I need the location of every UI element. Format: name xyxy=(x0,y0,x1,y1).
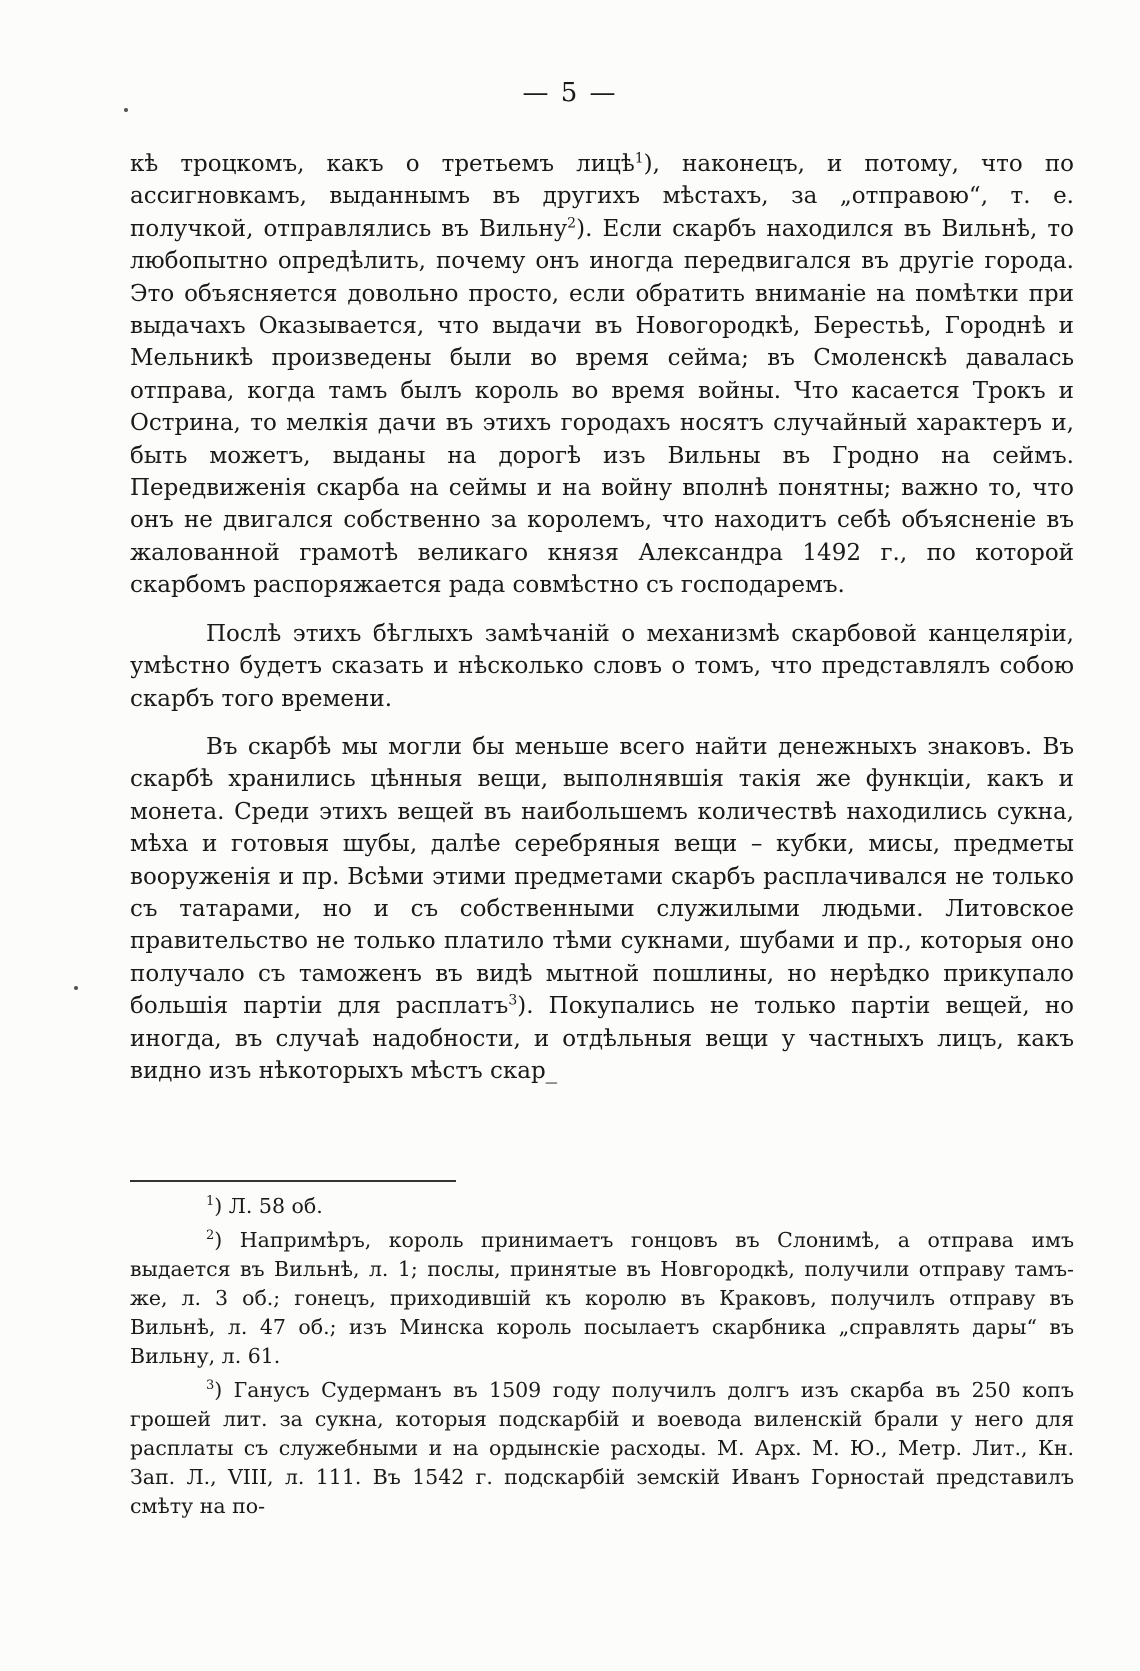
paragraph-3-part-b: ). Покупались не только партіи вещей, но иногда, въ случаѣ надобности, и отдѣльныя вещи у частныхъ лицъ, какъ видно изъ нѣкоторыхъ мѣстъ скар_ xyxy=(130,993,1075,1084)
paragraph-2: Послѣ этихъ бѣглыхъ замѣчаній о механизмѣ скарбовой канцеляріи, умѣстно будетъ сказать и нѣсколько словъ о томъ, что представлялъ собою скарбъ того времени. xyxy=(130,620,1074,712)
paragraph-1-part-b: ), наконецъ, и потому, что по ассигновкамъ, выданнымъ въ другихъ мѣстахъ, за „отправою“, т. е. получкой, отправлялись въ Вильну xyxy=(130,151,1074,242)
footnote-1-text: ) Л. 58 об. xyxy=(214,1194,323,1218)
page-number: — 5 — xyxy=(522,78,618,108)
footnote-1-mark: 1 xyxy=(206,1194,215,1210)
footnote-2-text: ) Напримѣръ, король принимаетъ гонцовъ въ Слонимѣ, а отправа имъ выдается въ Вильнѣ, л. 1; послы, принятые въ Новгородкѣ, получили отправу тамъ-же, л. 3 об.; гонецъ, приходившій къ королю въ Краковъ, получилъ отправу въ Вильнѣ, л. 47 об.; изъ Минска король посылаетъ скарбника „справлять дары“ въ Вильну, л. 61. xyxy=(130,1228,1074,1368)
footnote-1 xyxy=(130,1192,1074,1221)
paragraph-3-part-a: Въ скарбѣ мы могли бы меньше всего найти денежныхъ знаковъ. Въ скарбѣ хранились цѣнныя вещи, выполнявшія такія же функціи, какъ и монета. Среди этихъ вещей въ наибольшемъ количествѣ находились сукна, мѣха и готовыя шубы, далѣе серебряныя вещи – кубки, мисы, предметы вооруженія и пр. Всѣми этими предметами скарбъ расплачивался не только съ татарами, но и съ собственными служилыми людьми. Литовское правительство не только платило тѣми сукнами, шубами и пр., которыя оно получало съ таможенъ въ видѣ мытной пошлины, но нерѣдко прикупало большія партіи для расплатъ xyxy=(130,733,1074,1020)
footnote-2 xyxy=(130,1226,1074,1371)
paragraph-1-part-c: ). Если скарбъ находился въ Вильнѣ, то любопытно опредѣлить, почему онъ иногда передвигался въ другіе города. Это объясняется довольно просто, если обратить вниманіе на помѣтки при выдачахъ Оказывается, что выдачи въ Новогородкѣ, Берестьѣ, Городнѣ и Мельникѣ произведены были во время сейма; въ Смоленскѣ давалась отправа, когда тамъ былъ король во время войны. Что касается Трокъ и Острина, то мелкія дачи въ этихъ городахъ носятъ случайный характеръ и, быть можетъ, выданы на дорогѣ изъ Вильны въ Гродно на сеймъ. Передвиженія скарба на сеймы и на войну вполнѣ понятны; важно то, что онъ не двигался собственно за королемъ, что находитъ себѣ объясненіе въ жалованной грамотѣ великаго князя Александра 1492 г., по которой скарбомъ распоряжается рада совмѣстно съ господаремъ. xyxy=(130,215,1074,599)
footnote-2-mark: 2 xyxy=(206,1228,215,1244)
footnote-3-text: ) Ганусъ Судерманъ въ 1509 году получилъ долгъ изъ скарба въ 250 копъ грошей лит. за сукна, которыя подскарбій и воевода виленскій брали у него для расплаты съ служебными и на ордынскіе расходы. М. Арх. М. Ю., Метр. Лит., Кн. Зап. Л., VIII, л. 111. Въ 1542 г. подскарбій земскій Иванъ Горностай представилъ смѣту на по- xyxy=(130,1378,1074,1518)
footnote-ref-3: 3 xyxy=(508,992,518,1009)
footnote-3-mark: 3 xyxy=(206,1378,215,1394)
footnotes xyxy=(130,1192,1074,1521)
footnote-3 xyxy=(130,1376,1074,1521)
footnote-divider xyxy=(130,1180,456,1182)
scan-speck xyxy=(74,986,78,990)
footnote-ref-2: 2 xyxy=(567,215,577,232)
body-text xyxy=(130,148,1074,1087)
paragraph-3 xyxy=(130,731,1074,1087)
scan-speck xyxy=(124,108,128,112)
paragraph-1-part-a: кѣ троцкомъ, какъ о третьемъ лицѣ xyxy=(130,151,635,177)
footnote-ref-1: 1 xyxy=(634,150,644,167)
paragraph-1 xyxy=(130,148,1074,602)
